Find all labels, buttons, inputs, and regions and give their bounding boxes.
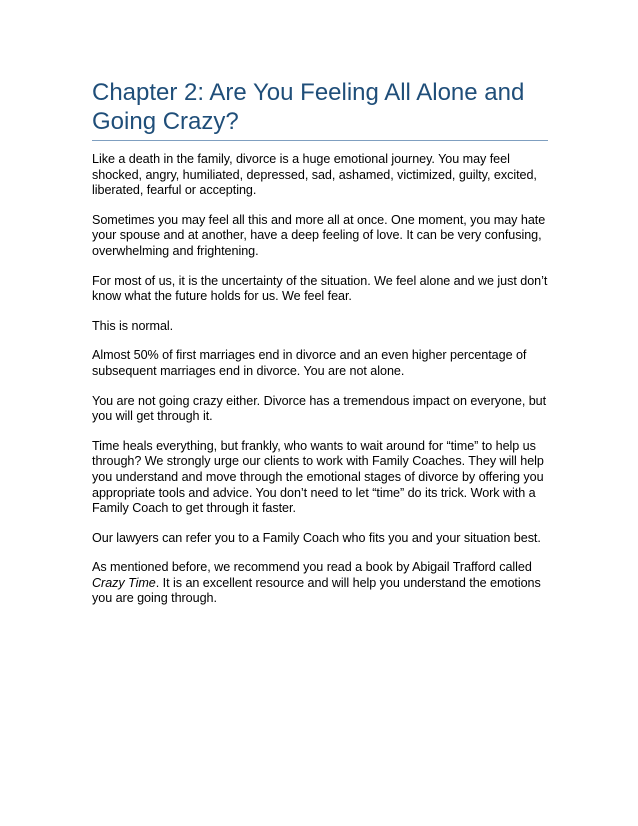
chapter-title: Chapter 2: Are You Feeling All Alone and Going Crazy? — [92, 78, 548, 141]
book-title: Crazy Time — [92, 575, 156, 590]
page-content — [92, 78, 548, 621]
paragraph: Sometimes you may feel all this and more all at once. One moment, you may hate your spouse and at another, have a deep feeling of love. It can be very confusing, overwhelming and frightening. — [92, 212, 546, 258]
paragraph: This is normal. — [92, 318, 174, 333]
paragraph: Like a death in the family, divorce is a huge emotional journey. You may feel shocked, angry, humiliated, depressed, sad, ashamed, victimized, guilty, excited, liberated, fearful or accepting. — [92, 152, 537, 198]
paragraph: You are not going crazy either. Divorce has a tremendous impact on everyone, but you will get through it. — [92, 393, 547, 424]
paragraph: Our lawyers can refer you to a Family Coach who fits you and your situation best. — [92, 530, 541, 545]
paragraph: Almost 50% of first marriages end in divorce and an even higher percentage of subsequent marriages end in divorce. You are not alone. — [92, 348, 527, 378]
text-segment: As mentioned before, we recommend you read a book by Abigail Trafford called — [92, 560, 532, 575]
paragraph: For most of us, it is the uncertainty of the situation. We feel alone and we just don’t know what the future holds for us. We feel fear. — [92, 273, 548, 304]
paragraph: Time heals everything, but frankly, who wants to wait around for “time” to help us through? We strongly urge our clients to work with Family Coaches. They will help you understand and move through the emotional stages of divorce by offering you appropriate tools and advice. You don’t need to let “time” do its trick. Work with a Family Coach to get through it faster. — [92, 438, 544, 516]
text-segment: . It is an excellent resource and will help you understand the emotions you are going through. — [92, 575, 541, 606]
paragraph-book-recommendation — [92, 560, 548, 607]
body-text — [92, 152, 548, 607]
